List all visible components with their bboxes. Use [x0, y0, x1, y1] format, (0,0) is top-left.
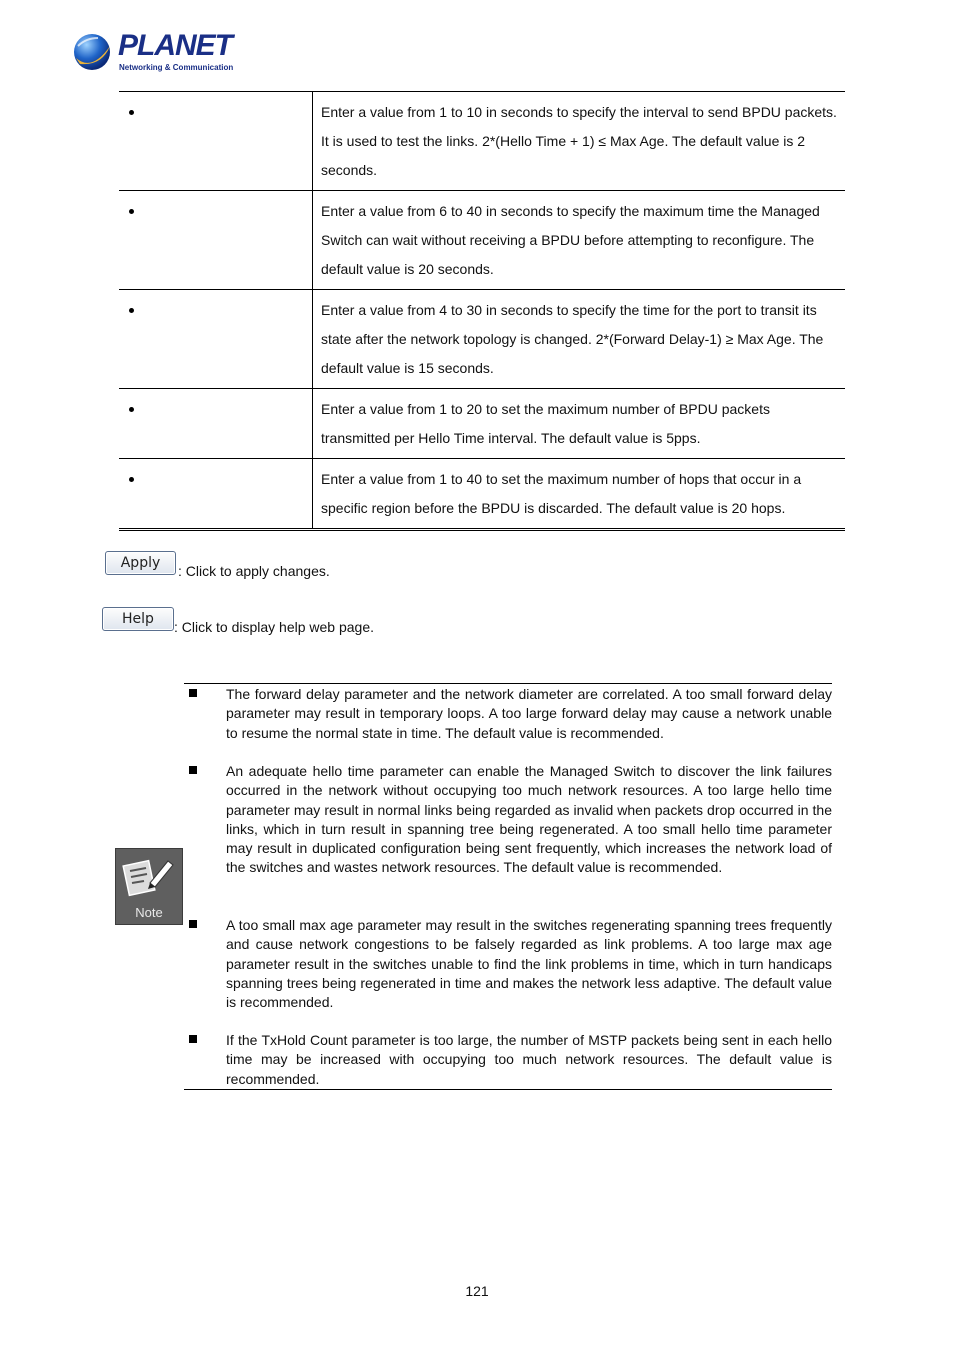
note-text: The forward delay parameter and the network diameter are correlated. A too small forward delay parameter may result in temporary loops. A too large forward delay may cause a network unable to resume the normal state in time. The default value is recommended. — [226, 686, 832, 741]
bullet-icon — [129, 477, 134, 482]
note-pencil-icon — [116, 849, 182, 904]
parameter-description: Enter a value from 1 to 40 to set the maximum number of hops that occur in a specific region before the BPDU is discarded. The default value is 20 hops. — [313, 459, 846, 530]
note-box — [184, 683, 832, 1090]
bullet-icon — [129, 209, 134, 214]
table-row — [119, 290, 845, 389]
note-icon-label: Note — [135, 905, 163, 920]
table-row — [119, 92, 845, 191]
note-text: A too small max age parameter may result in the switches regenerating spanning trees frequently and cause network congestions to be falsely regarded as link problems. A too large max age parameter result in the switches unable to find the link problems in time, which in turn handicaps spanning trees being regenerated in time and makes the network less adaptive. The default value is recommended. — [226, 917, 832, 1011]
square-bullet-icon — [189, 920, 197, 928]
bullet-icon — [129, 308, 134, 313]
help-caption: : Click to display help web page. — [174, 619, 374, 635]
note-text: If the TxHold Count parameter is too large, the number of MSTP packets being sent in each hello time may be increased with occupying too much network resources. The default value is recommended. — [226, 1032, 832, 1087]
square-bullet-icon — [189, 766, 197, 774]
page-number: 121 — [465, 1283, 489, 1299]
parameter-name-cell — [119, 389, 313, 459]
parameter-description: Enter a value from 1 to 20 to set the maximum number of BPDU packets transmitted per Hello Time interval. The default value is 5pps. — [313, 389, 846, 459]
list-item — [184, 1031, 832, 1089]
logo-tagline: Networking & Communication — [119, 63, 234, 72]
apply-button[interactable]: Apply — [105, 551, 176, 575]
globe-logo-icon — [72, 32, 112, 72]
bullet-icon — [129, 407, 134, 412]
parameter-name-cell — [119, 290, 313, 389]
parameter-description: Enter a value from 1 to 10 in seconds to specify the interval to send BPDU packets. It is used to test the links. 2*(Hello Time + 1) ≤ Max Age. The default value is 2 seconds. — [313, 92, 846, 191]
parameter-name-cell — [119, 459, 313, 530]
planet-logo — [72, 30, 242, 76]
parameter-description: Enter a value from 6 to 40 in seconds to specify the maximum time the Managed Switch can wait without receiving a BPDU before attempting to reconfigure. The default value is 20 seconds. — [313, 191, 846, 290]
list-item — [184, 916, 832, 1012]
note-text: An adequate hello time parameter can enable the Managed Switch to discover the link failures occurred in the network without occupying too much network resources. A too large hello time parameter may result in normal links being regarded as invalid when packets drop occurred in the links, which in turn result in spanning tree being regenerated. A too small hello time parameter may result in duplicated configuration being sent frequently, which increases the network load of the switches and wastes network resources. The default value is recommended. — [226, 763, 832, 876]
table-row — [119, 191, 845, 290]
parameter-description: Enter a value from 4 to 30 in seconds to specify the time for the port to transit its state after the network topology is changed. 2*(Forward Delay-1) ≥ Max Age. The default value is 15 seconds. — [313, 290, 846, 389]
table-row — [119, 389, 845, 459]
note-icon — [115, 848, 183, 925]
parameter-name-cell — [119, 191, 313, 290]
help-row — [102, 607, 374, 635]
table-row — [119, 459, 845, 530]
list-item — [184, 685, 832, 743]
parameter-name-cell — [119, 92, 313, 191]
square-bullet-icon — [189, 689, 197, 697]
logo-wordmark: PLANET — [118, 29, 232, 62]
bullet-icon — [129, 110, 134, 115]
help-button[interactable]: Help — [102, 607, 174, 631]
square-bullet-icon — [189, 1035, 197, 1043]
list-item — [184, 762, 832, 878]
parameter-table — [119, 91, 845, 531]
apply-caption: : Click to apply changes. — [178, 563, 330, 579]
apply-row — [105, 551, 330, 579]
